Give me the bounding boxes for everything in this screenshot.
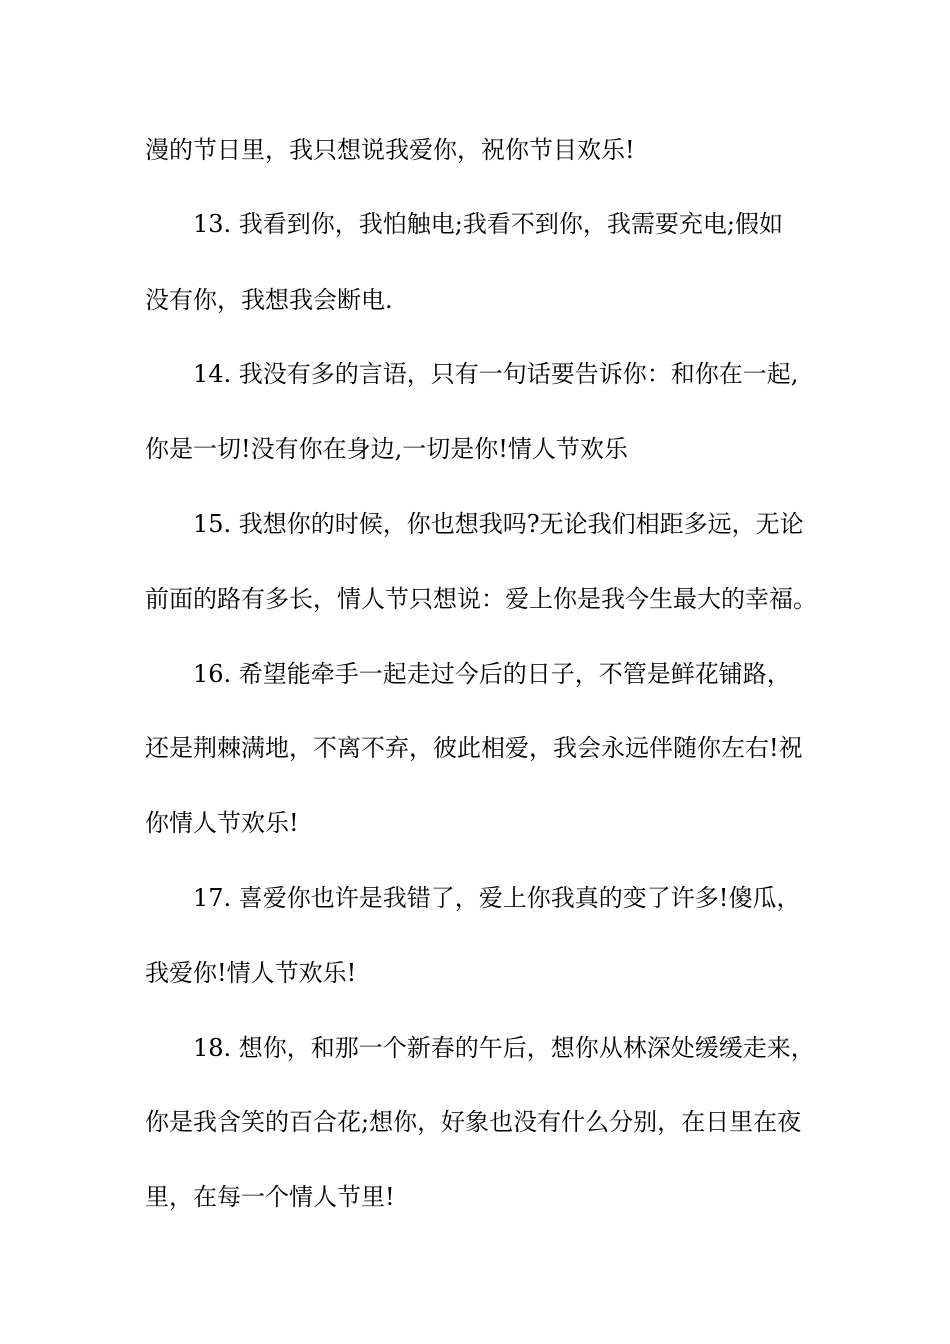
- text-line: 17. 喜爱你也许是我错了，爱上你我真的变了许多!傻瓜，: [193, 884, 801, 912]
- text-line: 14. 我没有多的言语，只有一句话要告诉你：和你在一起,: [193, 360, 799, 388]
- text-line: 没有你，我想我会断电.: [145, 286, 393, 314]
- text-line: 15. 我想你的时候，你也想我吗?无论我们相距多远，无论: [193, 510, 804, 538]
- text-line: 16. 希望能牵手一起走过今后的日子，不管是鲜花铺路，: [193, 660, 791, 688]
- text-line: 你情人节欢乐!: [145, 809, 299, 837]
- text-line: 里，在每一个情人节里!: [145, 1183, 395, 1211]
- text-line: 我爱你!情人节欢乐!: [145, 959, 357, 987]
- text-line: 18. 想你，和那一个新春的午后，想你从林深处缓缓走来，: [193, 1034, 815, 1062]
- text-line: 你是一切!没有你在身边,一切是你!情人节欢乐: [145, 435, 628, 463]
- text-line: 还是荆棘满地，不离不弃，彼此相爱，我会永远伴随你左右!祝: [145, 734, 803, 762]
- text-line: 漫的节日里，我只想说我爱你，祝你节目欢乐!: [145, 136, 635, 164]
- text-line: 13. 我看到你，我怕触电;我看不到你，我需要充电;假如: [193, 210, 783, 238]
- text-line: 前面的路有多长，情人节只想说：爱上你是我今生最大的幸福。: [145, 585, 817, 613]
- text-line: 你是我含笑的百合花;想你，好象也没有什么分别，在日里在夜: [145, 1108, 802, 1136]
